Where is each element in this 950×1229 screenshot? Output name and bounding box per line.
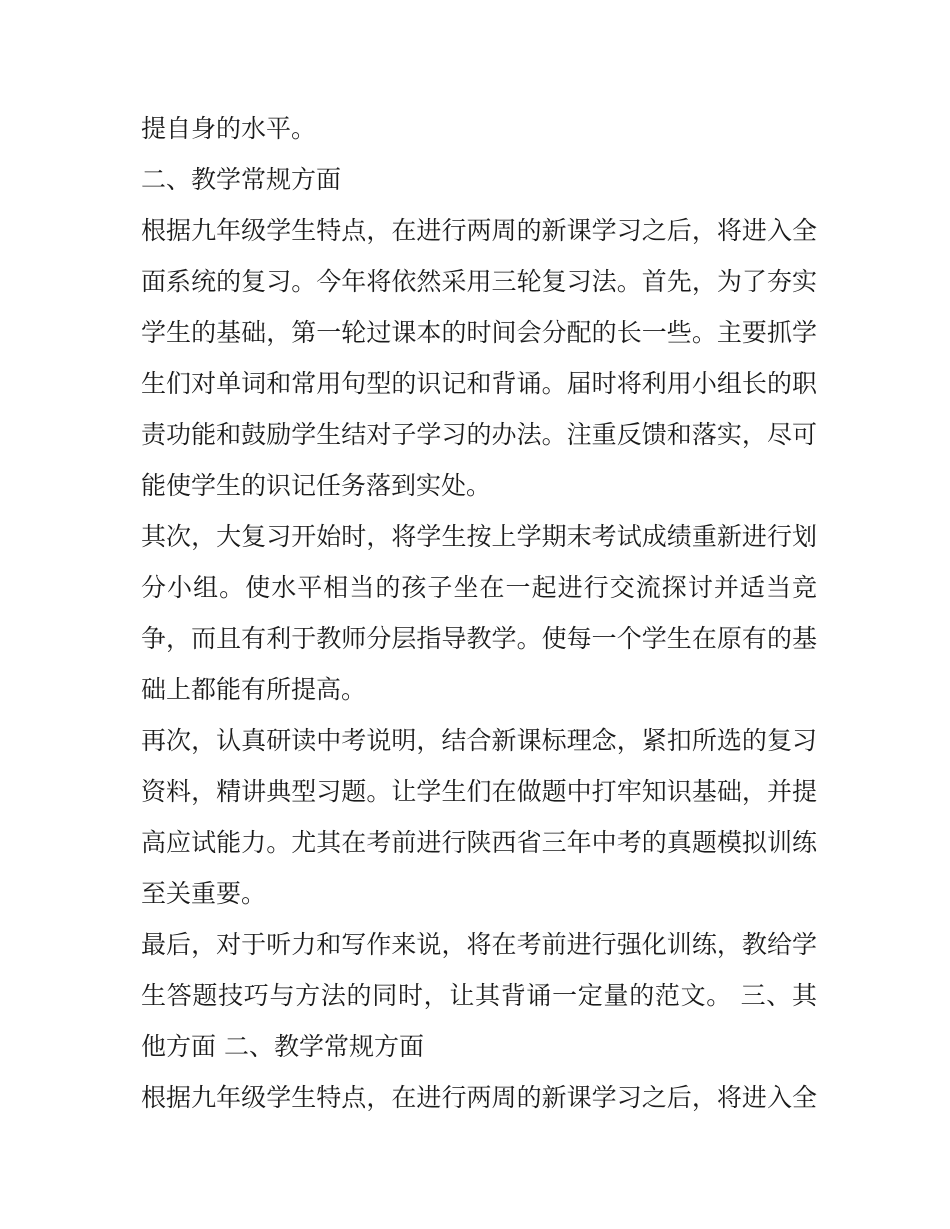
document-body [141,103,817,1123]
text-line: 提自身的水平。 [141,114,317,143]
text-line: 他方面 二、教学常规方面 [141,1032,424,1061]
text-line: 其次，大复习开始时，将学生按上学期末考试成绩重新进行划 [141,522,817,551]
text-line: 责功能和鼓励学生结对子学习的办法。注重反馈和落实，尽可 [141,420,817,449]
text-line: 根据九年级学生特点，在进行两周的新课学习之后，将进入全 [141,216,817,245]
text-line: 分小组。使水平相当的孩子坐在一起进行交流探讨并适当竞 [141,573,817,602]
text-line: 面系统的复习。今年将依然采用三轮复习法。首先，为了夯实 [141,267,817,296]
section-heading: 二、教学常规方面 [141,165,342,194]
text-line: 根据九年级学生特点，在进行两周的新课学习之后，将进入全 [141,1083,817,1112]
text-line: 生答题技巧与方法的同时，让其背诵一定量的范文。 三、其 [141,981,817,1010]
text-line: 争，而且有利于教师分层指导教学。使每一个学生在原有的基 [141,624,817,653]
text-line: 生们对单词和常用句型的识记和背诵。届时将利用小组长的职 [141,369,817,398]
text-line: 再次，认真研读中考说明，结合新课标理念，紧扣所选的复习 [141,726,817,755]
text-line: 能使学生的识记任务落到实处。 [141,471,492,500]
text-line: 础上都能有所提高。 [141,675,367,704]
text-line: 高应试能力。尤其在考前进行陕西省三年中考的真题模拟训练 [141,828,817,857]
text-line: 最后，对于听力和写作来说，将在考前进行强化训练，教给学 [141,930,817,959]
text-line: 资料，精讲典型习题。让学生们在做题中打牢知识基础，并提 [141,777,817,806]
text-line: 至关重要。 [141,879,267,908]
text-line: 学生的基础，第一轮过课本的时间会分配的长一些。主要抓学 [141,318,817,347]
